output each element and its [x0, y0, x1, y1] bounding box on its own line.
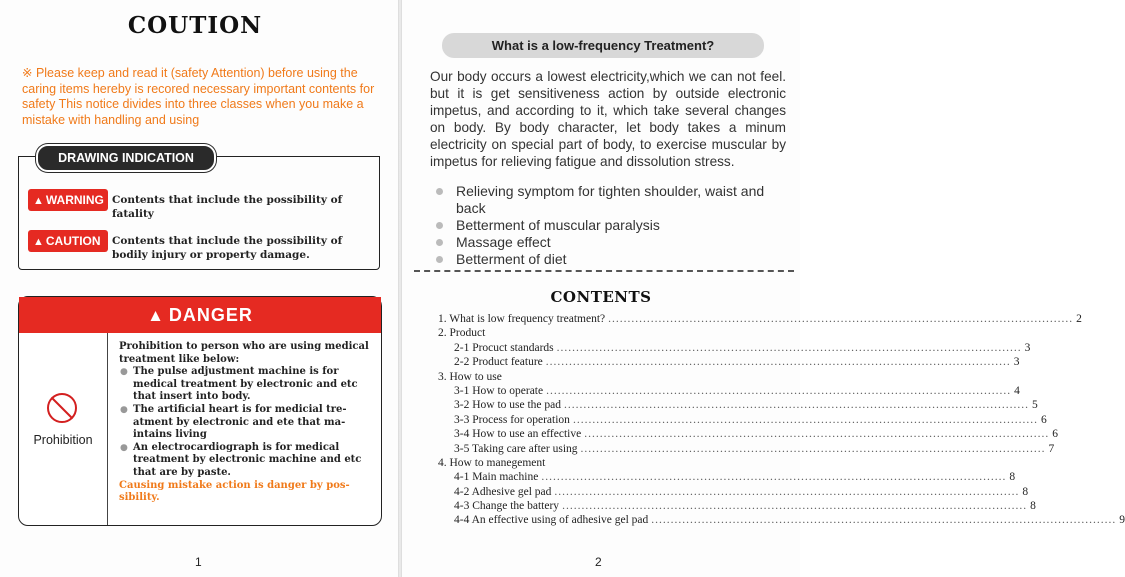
toc-entry-title: 3-2 How to use the pad — [454, 399, 561, 412]
toc-entry-title: 1. What is low frequency treatment? — [438, 313, 606, 325]
toc-entry-title: 4-2 Adhesive gel pad — [454, 485, 552, 498]
toc-row — [438, 355, 1020, 369]
danger-bullet-list — [119, 366, 375, 479]
toc-leader-dots: ........................................................................................................................ — [580, 442, 1046, 455]
benefits-list — [430, 183, 790, 268]
toc-entry-title: 2-1 Procuct standards — [454, 341, 554, 354]
danger-bullet: ● An electrocardiograph is for medical treatment by electronic machine and etc that are by paste. — [131, 442, 375, 480]
left-page — [0, 0, 398, 577]
danger-heading: DANGER — [168, 305, 253, 325]
contents-title: CONTENTS — [550, 288, 652, 306]
toc-row — [438, 442, 1055, 456]
toc-leader-dots: ........................................................................................................................ — [556, 341, 1022, 354]
page-number: 2 — [595, 555, 602, 569]
toc-page-number: 9 — [1119, 514, 1125, 527]
danger-intro: Prohibition to person who are using medical treatment like below: — [119, 341, 369, 365]
warning-badge-label: WARNING — [45, 193, 104, 207]
toc-leader-dots: ........................................................................................................................ — [572, 413, 1038, 426]
toc-page-number: 3 — [1024, 341, 1031, 354]
toc-entry-title: 3-1 How to operate — [454, 384, 544, 397]
right-page — [402, 0, 1125, 577]
table-of-contents — [438, 312, 1125, 528]
toc-entry-title: 4. How to manegement — [438, 456, 546, 469]
toc-row — [438, 370, 770, 384]
list-item: Massage effect — [430, 234, 790, 251]
toc-entry-title: 3-4 How to use an effective — [454, 428, 582, 441]
toc-leader-dots: ........................................................................................................................ — [584, 428, 1050, 441]
toc-page-number: 8 — [1022, 485, 1029, 498]
toc-leader-dots: ........................................................................................................................ — [562, 500, 1028, 513]
list-item: Betterment of diet — [430, 251, 790, 268]
toc-page-number: 8 — [1030, 500, 1036, 513]
toc-entry-title: 3-5 Taking care after using — [454, 442, 578, 455]
toc-row — [438, 499, 1036, 513]
prohibition-label: Prohibition — [33, 433, 93, 447]
danger-text — [119, 341, 375, 505]
caution-badge-label: CAUTION — [45, 234, 101, 248]
toc-entry-title: 4-3 Change the battery — [454, 500, 560, 513]
toc-leader-dots: ........................................................................................................................ — [541, 471, 1007, 484]
warning-badge — [28, 189, 108, 211]
toc-row — [438, 341, 1031, 355]
toc-page-number: 7 — [1048, 442, 1055, 455]
danger-header — [19, 297, 381, 333]
toc-row — [438, 384, 1020, 398]
toc-entry-title: 4-1 Main machine — [454, 471, 539, 484]
danger-box — [18, 296, 382, 526]
toc-page-number: 3 — [1013, 356, 1020, 369]
danger-warning-text: Causing mistake action is danger by pos-sibility. — [119, 479, 350, 504]
description-paragraph: Our body occurs a lowest electricity,which we can not feel. but it is get sensitiveness action by outside electronic impetus, and according to it, which take several changes on body. By body character, let body takes a minum electricity on special part of body, to exercise muscular by impetus for relieving fatigue and dissolution stress. — [430, 69, 786, 169]
toc-row — [438, 398, 1038, 412]
toc-page-number: 2 — [1076, 313, 1082, 325]
toc-page-number: 6 — [1052, 428, 1058, 441]
danger-triangle-icon: ▲ — [147, 306, 165, 325]
toc-leader-dots: ........................................................................................................................ — [554, 485, 1020, 498]
toc-row — [438, 470, 1016, 484]
toc-leader-dots: ........................................................................................................................ — [545, 356, 1011, 369]
warning-description: Contents that include the possibility of fatality — [112, 194, 343, 220]
dashed-divider — [414, 270, 794, 272]
toc-entry-title: 3-3 Process for operation — [454, 413, 570, 426]
list-item: Relieving symptom for tighten shoulder, waist and back — [430, 183, 790, 217]
toc-page-number: 4 — [1014, 384, 1020, 397]
toc-page-number: 8 — [1009, 471, 1016, 484]
toc-row — [438, 485, 1029, 499]
toc-entry-title: 3. How to use — [438, 370, 502, 383]
toc-leader-dots: ........................................................................................................................ — [608, 313, 1074, 325]
toc-row — [438, 427, 1058, 441]
toc-entry-title: 4-4 An effective using of adhesive gel pad — [454, 514, 649, 527]
danger-bullet: ● The artificial heart is for medicial tre-atment by electronic and ete that ma-intains living — [131, 404, 375, 442]
prohibition-cell — [19, 333, 108, 525]
caution-triangle-icon: ▲ — [33, 236, 44, 248]
toc-leader-dots: ........................................................................................................................ — [546, 384, 1012, 397]
toc-page-number: 5 — [1032, 399, 1038, 412]
toc-row — [438, 326, 770, 340]
toc-row — [438, 456, 770, 470]
toc-entry-title: 2-2 Product feature — [454, 356, 543, 369]
toc-row — [438, 413, 1047, 427]
toc-leader-dots: ........................................................................................................................ — [651, 514, 1117, 527]
toc-leader-dots: ........................................................................................................................ — [564, 399, 1029, 412]
caution-badge — [28, 230, 108, 252]
toc-row — [438, 312, 1082, 326]
list-item: Betterment of muscular paralysis — [430, 217, 790, 234]
prohibition-icon — [47, 393, 77, 423]
toc-entry-title: 2. Product — [438, 327, 486, 340]
drawing-indication-tab: DRAWING INDICATION — [36, 144, 216, 172]
section-title-banner: What is a low-frequency Treatment? — [442, 33, 764, 58]
toc-page-number: 6 — [1040, 413, 1047, 426]
page-title: COUTION — [127, 12, 263, 39]
safety-intro: ※ Please keep and read it (safety Attention) before using the caring items hereby is recored necessary important contents for safety This notice divides into three classes when you make a mistake with handling and using — [22, 66, 375, 127]
toc-row — [438, 513, 1125, 527]
danger-bullet: ● The pulse adjustment machine is for medical treatment by electronic and etc that insert into body. — [131, 366, 375, 404]
caution-description: Contents that include the possibility of bodily injury or property damage. — [112, 235, 343, 261]
warning-triangle-icon: ▲ — [33, 195, 44, 207]
page-number: 1 — [195, 555, 202, 569]
